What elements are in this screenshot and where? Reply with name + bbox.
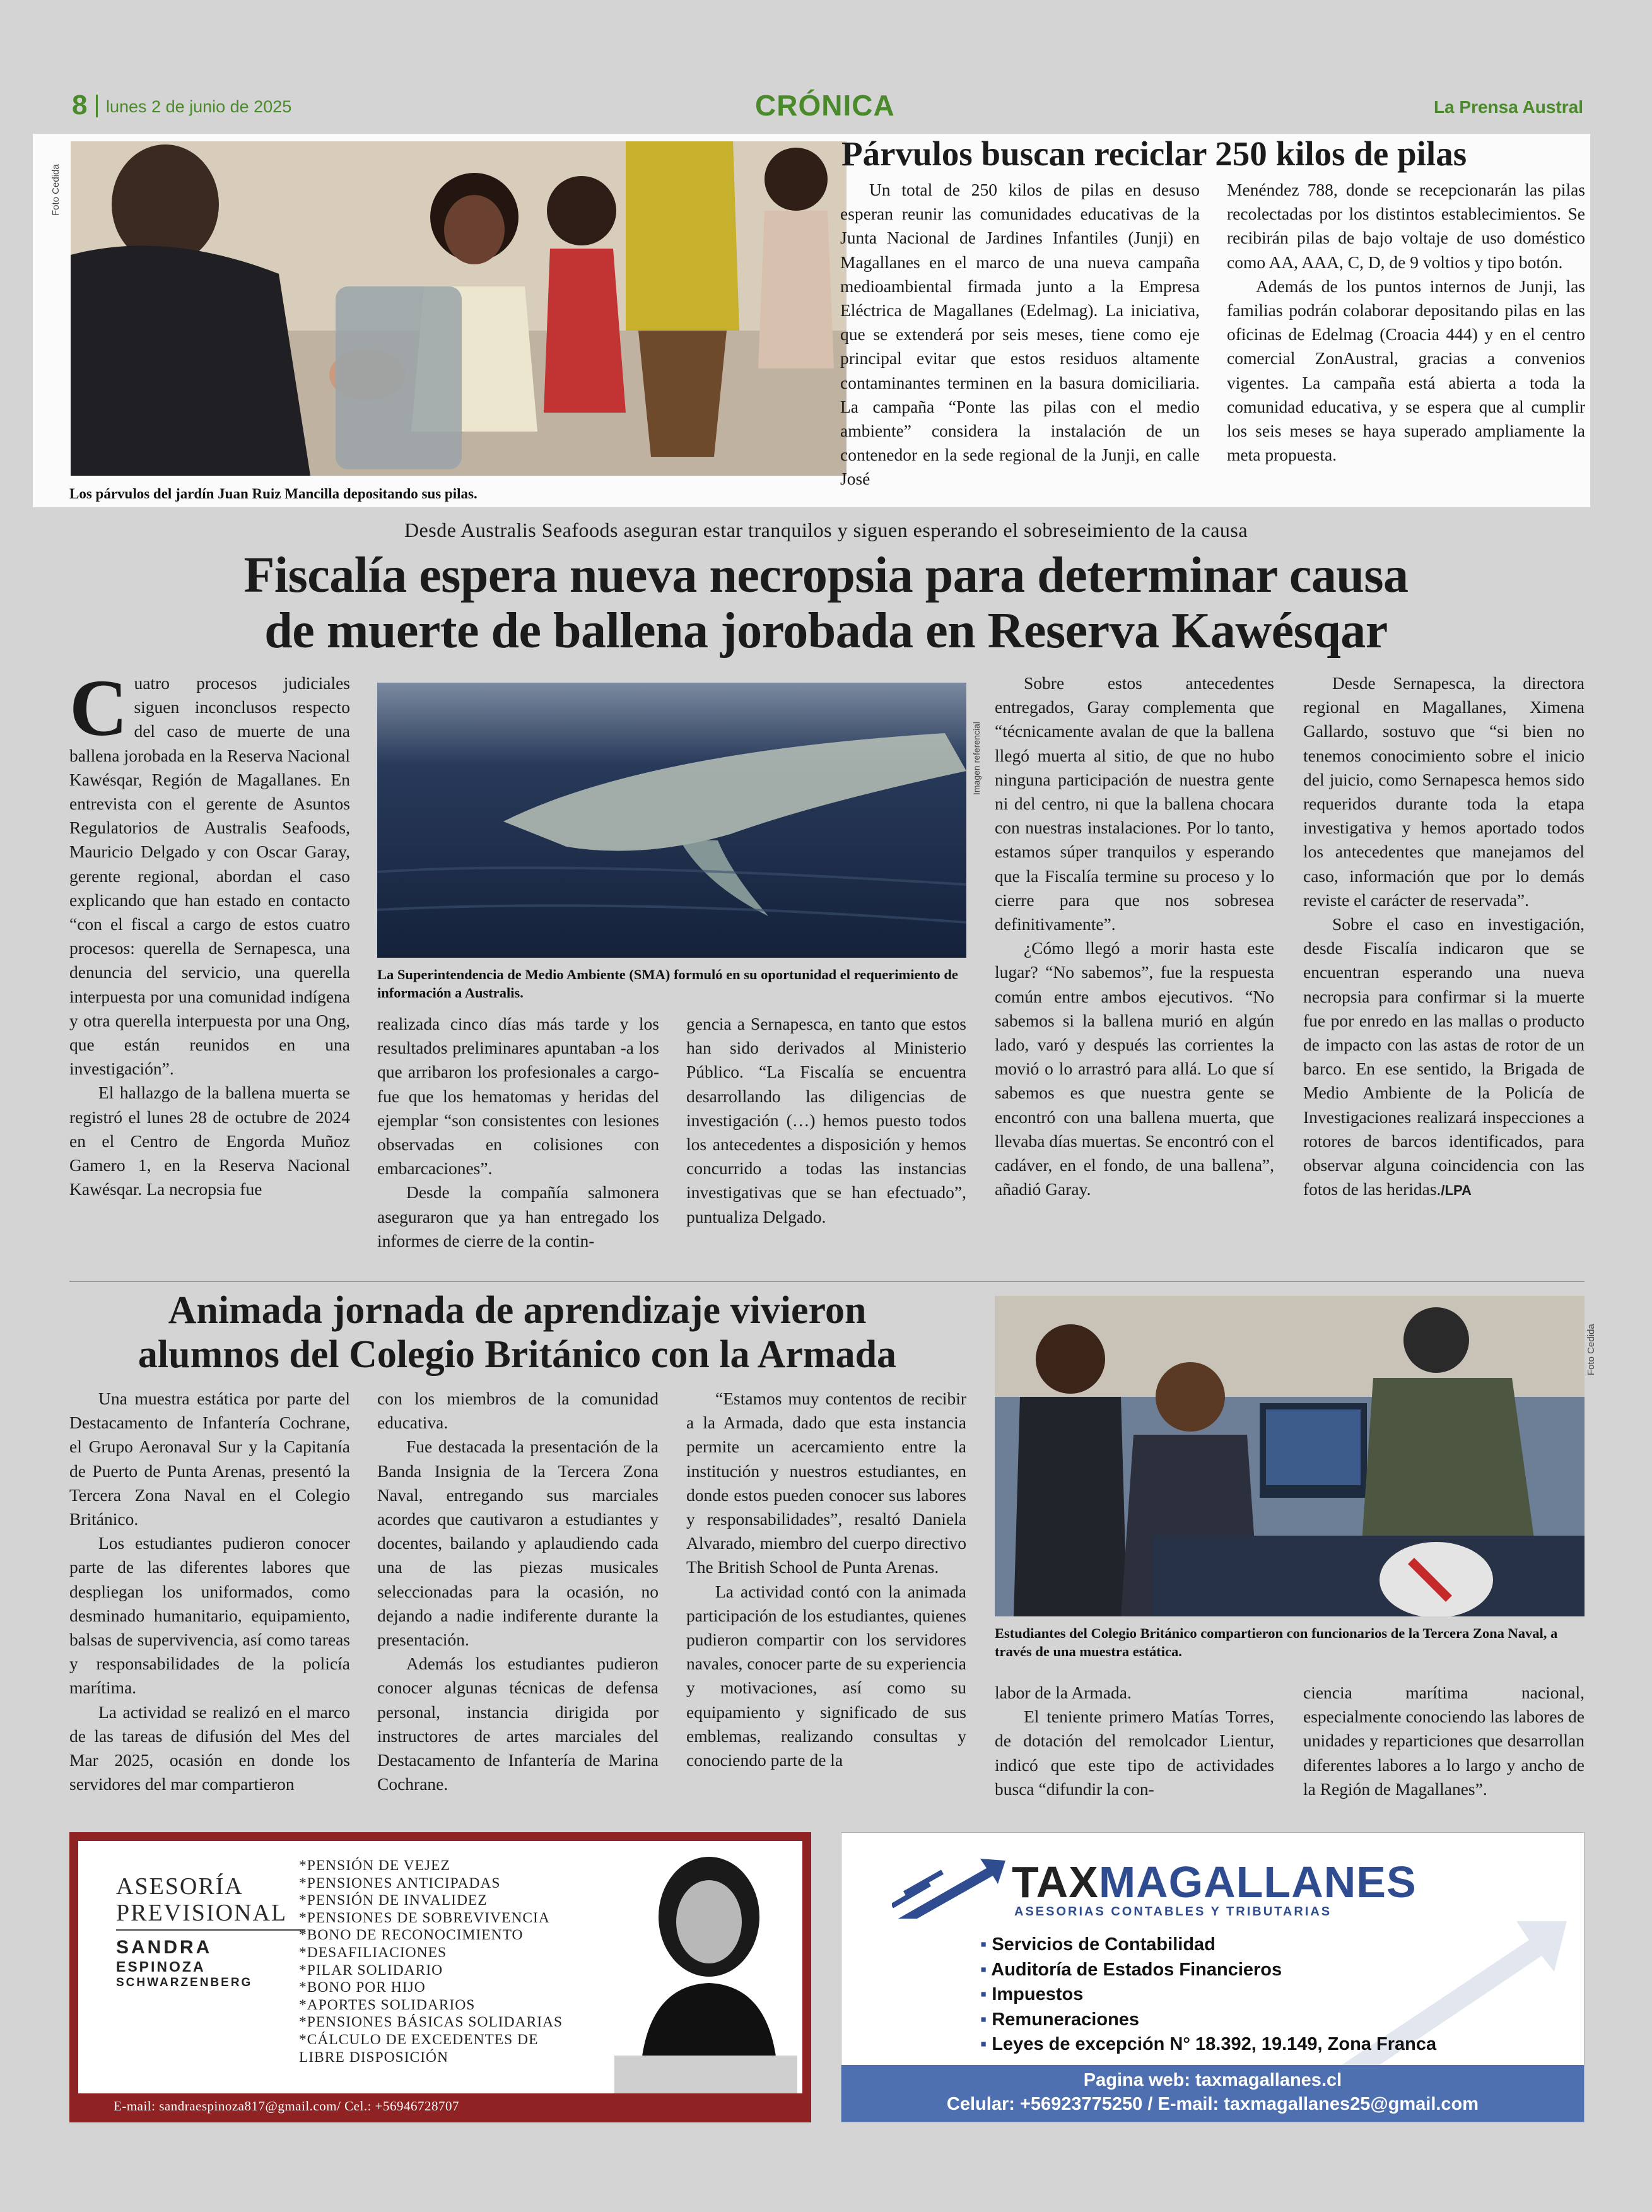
paragraph: Un total de 250 kilos de pilas en desuso esperan reunir las comunidades educativas de la Junta Nacional de Jardines Infantiles (Junji) en Magallanes en el marco de una nueva campaña medioambiental firmada junto a la Empresa Eléctrica de Magallanes (Edelmag). La iniciativa, que se extenderá por seis meses, tiene como eje principal evitar que estos residuos altamente contaminantes terminen en la basura domiciliaria. La campaña “Ponte las pilas con el medio ambiente” considera la instalación de un contenedor en la sede regional de la Junji, en calle José bbox=[840, 180, 1200, 489]
arrow-logo-icon bbox=[892, 1856, 1005, 1925]
paragraph: El hallazgo de la ballena muerta se registró el lunes 28 de octubre de 2024 en el Centro de Engorda Muñoz Gamero 1, en la Reserva Nacional Kawésqar. La necropsia fue bbox=[69, 1083, 350, 1199]
article-whale-title-1: Fiscalía espera nueva necropsia para determinar causa bbox=[243, 548, 1409, 603]
ad-service-item bbox=[980, 2008, 1548, 2033]
ad-footer bbox=[841, 2065, 1584, 2122]
paragraph: Además de los puntos internos de Junji, las familias podrán colaborar depositando pilas en las oficinas de Edelmag (Croacia 444) y en el centro comercial ZonAustral, gracias a convenios vigentes. La campaña está abierta a toda la comunidad educativa, y se espera que al cumplir los seis meses se haya superado ampliamente la meta propuesta. bbox=[1227, 276, 1585, 465]
paragraph: “Estamos muy contentos de recibir a la Armada, dado que esta instancia permite un acercamiento entre la institución y nuestros estudiantes, en donde estos pueden conocer sus labores y responsabilidades”, resaltó Daniela Alvarado, miembro del cuerpo directivo The British School de Punta Arenas. bbox=[686, 1389, 966, 1577]
ad-service-item bbox=[980, 1982, 1548, 2008]
photo-caption: Los párvulos del jardín Juan Ruiz Mancilla depositando sus pilas. bbox=[69, 486, 477, 502]
brand-tax: TAX bbox=[1012, 1857, 1099, 1907]
photo-caption: Estudiantes del Colegio Británico compartieron con funcionarios de la Tercera Zona Naval, a través de una muestra estática. bbox=[995, 1625, 1558, 1659]
ad-service-label: Impuestos bbox=[992, 1984, 1084, 2004]
ad-name-3: SCHWARZENBERG bbox=[116, 1976, 253, 1989]
ad-service-label: Servicios de Contabilidad bbox=[992, 1934, 1216, 1955]
section-divider bbox=[69, 1281, 1585, 1282]
photo-students-navy bbox=[995, 1296, 1585, 1616]
photo-whale bbox=[377, 683, 966, 958]
newspaper-name: La Prensa Austral bbox=[1433, 97, 1583, 117]
ad-service-item: *CÁLCULO DE EXCEDENTES DE LIBRE DISPOSICIÓN bbox=[299, 2031, 539, 2066]
navy-column-2 bbox=[377, 1387, 659, 1796]
photo-credit: Foto Cedida bbox=[50, 164, 61, 216]
ad-service-item: *PENSIÓN DE VEJEZ bbox=[299, 1857, 450, 1874]
ad-subtitle: ASESORIAS CONTABLES Y TRIBUTARIAS bbox=[1014, 1905, 1332, 1919]
photo-caption: La Superintendencia de Medio Ambiente (SMA) formuló en su oportunidad el requerimiento de información a Australis. bbox=[377, 967, 958, 1001]
brand-magallanes: MAGALLANES bbox=[1098, 1857, 1417, 1907]
ad-name-1: SANDRA bbox=[116, 1937, 213, 1958]
article-navy-title-2: alumnos del Colegio Británico con la Armada bbox=[138, 1333, 897, 1376]
ad-service-label: Remuneraciones bbox=[992, 2009, 1140, 2030]
bullet-icon: ▪ bbox=[980, 2034, 992, 2054]
page-divider bbox=[96, 95, 98, 117]
paragraph: ¿Cómo llegó a morir hasta este lugar? “No sabemos”, fue la respuesta común entre ambos ejecutivos. “No sabemos si la ballena murió en algún lado, varó y después las corrientes la movió o lo arrastró para allá. Lo que sí sabemos es que nuestra gente se encontró con una ballena muerta, que llevaba días muertas. Se encontró con el cadáver, en el fondo, de una ballena”, añadió Garay. bbox=[995, 938, 1274, 1199]
navy-column-4 bbox=[995, 1681, 1274, 1801]
whale-column-2 bbox=[377, 1012, 659, 1253]
paragraph: La actividad se realizó en el marco de las tareas de difusión del Mes del Mar 2025, ocasión en donde los servidores del mar compartieron bbox=[69, 1702, 350, 1794]
ad-name-2: ESPINOZA bbox=[116, 1958, 206, 1975]
ad-service-item bbox=[980, 1958, 1548, 1983]
bullet-icon: ▪ bbox=[980, 2009, 992, 2030]
ad-title-2: PREVISIONAL bbox=[116, 1900, 288, 1926]
ad-service-item: *PENSIÓN DE INVALIDEZ bbox=[299, 1892, 488, 1909]
article-title: Párvulos buscan reciclar 250 kilos de pilas bbox=[841, 134, 1467, 173]
paragraph bbox=[1303, 912, 1585, 1203]
section-name: CRÓNICA bbox=[755, 89, 895, 122]
ad-service-item: *PILAR SOLIDARIO bbox=[299, 1962, 443, 1979]
paragraph: con los miembros de la comunidad educativa. bbox=[377, 1389, 659, 1433]
photo-illustration bbox=[71, 141, 847, 476]
article-column-1 bbox=[840, 178, 1200, 491]
page-number: 8 bbox=[72, 90, 88, 121]
ad-service-item bbox=[980, 1933, 1548, 1958]
photo-children-batteries bbox=[71, 141, 847, 476]
ad-service-item: *APORTES SOLIDARIOS bbox=[299, 1996, 476, 2013]
whale-column-5 bbox=[1303, 671, 1585, 1203]
paragraph: ciencia marítima nacional, especialmente conociendo las labores de unidades y reparticiones que desarrollan diferentes labores a lo largo y ancho de la Región de Magallanes”. bbox=[1303, 1683, 1585, 1799]
paragraph: gencia a Sernapesca, en tanto que estos han sido derivados al Ministerio Público. “La Fiscalía se encuentra desarrollando las diligencias de investigación (…) hemos puesto todos los antecedentes a disposición y hemos concurrido a todas las instancias investigativas que se han efectuado”, puntualiza Delgado. bbox=[686, 1014, 966, 1227]
photo-credit: Imagen referencial bbox=[971, 722, 981, 795]
ad-brand bbox=[1012, 1859, 1417, 1905]
paragraph: labor de la Armada. bbox=[995, 1683, 1132, 1702]
navy-column-5 bbox=[1303, 1681, 1585, 1801]
article-navy-title-1: Animada jornada de aprendizaje vivieron bbox=[168, 1289, 867, 1332]
ad-services-list bbox=[980, 1933, 1548, 2057]
navy-column-1 bbox=[69, 1387, 350, 1796]
ad-web: Pagina web: taxmagallanes.cl bbox=[1083, 2070, 1342, 2090]
paragraph: Fue destacada la presentación de la Banda Insignia de la Tercera Zona Naval, entregando sus marciales acordes que cautivaron a estudiantes y docentes, bailando y aplaudiendo cada una de las piezas musicales seleccionadas para la ocasión, no dejando a nadie indiferente durante la presentación. bbox=[377, 1437, 659, 1650]
ad-contact: E-mail: sandraespinoza817@gmail.com/ Cel.: +56946728707 bbox=[114, 2098, 459, 2114]
page-date: lunes 2 de junio de 2025 bbox=[106, 97, 292, 116]
whale-column-3 bbox=[686, 1012, 966, 1229]
portrait-illustration bbox=[614, 1847, 797, 2093]
whale-column-4 bbox=[995, 671, 1274, 1201]
ad-portrait bbox=[614, 1847, 797, 2093]
photo-whale-illustration bbox=[377, 683, 966, 958]
page-header bbox=[71, 88, 1585, 126]
ad-pension-advisory bbox=[69, 1832, 811, 2122]
navy-column-3 bbox=[686, 1387, 966, 1772]
ad-contact: Celular: +56923775250 / E-mail: taxmagallanes25@gmail.com bbox=[946, 2094, 1479, 2114]
bullet-icon: ▪ bbox=[980, 1934, 992, 1955]
ad-service-item: *BONO POR HIJO bbox=[299, 1979, 426, 1996]
ad-title-1: ASESORÍA bbox=[116, 1873, 243, 1900]
ad-service-item: *BONO DE RECONOCIMIENTO bbox=[299, 1927, 524, 1944]
paragraph: Desde la compañía salmonera aseguraron que ya han entregado los informes de cierre de la contin- bbox=[377, 1182, 659, 1250]
paragraph: Una muestra estática por parte del Destacamento de Infantería Cochrane, el Grupo Aeronaval Sur y la Capitanía de Puerto de Punta Arenas, presentó la Tercera Zona Naval en el Colegio Británico. bbox=[69, 1389, 350, 1529]
ad-title-rule bbox=[116, 1929, 305, 1931]
whale-column-1 bbox=[69, 663, 350, 1201]
ad-service-item: *PENSIONES DE SOBREVIVENCIA bbox=[299, 1909, 550, 1926]
paragraph: Además los estudiantes pudieron conocer algunas técnicas de defensa personal, instancia dirigida por instructores de artes marciales del Destacamento de Infantería de Marina Cochrane. bbox=[377, 1654, 659, 1794]
photo-credit: Foto Cedida bbox=[1586, 1324, 1596, 1375]
ad-service-label: Leyes de excepción N° 18.392, 19.149, Zona Franca bbox=[992, 2034, 1437, 2054]
article-column-2 bbox=[1227, 178, 1585, 467]
ad-service-item: *DESAFILIACIONES bbox=[299, 1944, 447, 1961]
article-whale-kicker: Desde Australis Seafoods aseguran estar tranquilos y siguen esperando el sobreseimiento de la causa bbox=[404, 519, 1248, 541]
bullet-icon: ▪ bbox=[980, 1984, 992, 2004]
ad-service-item: *PENSIONES BÁSICAS SOLIDARIAS bbox=[299, 2014, 563, 2031]
paragraph-text: Sobre el caso en investigación, desde Fiscalía indicaron que se encuentran esperando una nueva necropsia para confirmar si la muerte fue por enredo en las mallas o producto de impacto con las astas de rotor de un barco. En ese sentido, la Brigada de Medio Ambiente de la Policía de Investigaciones realizará inspecciones a rotores de barcos identificados, para observar alguna coincidencia con las fotos de las heridas. bbox=[1303, 914, 1585, 1199]
paragraph: Menéndez 788, donde se recepcionarán las pilas recolectadas por los distintos establecimientos. Se recibirán pilas de bajo voltaje de uso doméstico como AA, AAA, C, D, de 9 voltios y tipo botón. bbox=[1227, 180, 1585, 272]
drop-cap: C bbox=[69, 663, 128, 753]
bullet-icon: ▪ bbox=[980, 1959, 992, 1980]
signature: /LPA bbox=[1441, 1182, 1472, 1199]
lead-text: uatro procesos judiciales siguen inconclusos respecto del caso de muerte de una ballena jorobada en la Reserva Nacional Kawésqar, Región de Magallanes. En entrevista con el gerente de Asuntos Regulatorios de Australis Seafoods, Mauricio Delgado y con Oscar Garay, gerente regional, abordan el caso explicando que han estado en contacto “con el fiscal a cargo de estos cuatro procesos: querella de Sernapesca, una denuncia del servicio, una querella interpuesta por una comunidad indígena y otra querella interpuesta por una Ong, que están reunidos en una investigación”. bbox=[69, 673, 350, 1079]
ad-inner bbox=[78, 1841, 802, 2093]
paragraph: Desde Sernapesca, la directora regional en Magallanes, Ximena Gallardo, sostuvo que “si bien no tenemos conocimiento sobre el inicio del juicio, como Sernapesca hemos sido requeridos durante toda la etapa investigativa y hemos aportado todos los antecedentes que manejamos del caso, información que por lo demás reviste el carácter de reservada”. bbox=[1303, 673, 1585, 910]
paragraph bbox=[69, 663, 350, 1081]
paragraph: Sobre estos antecedentes entregados, Garay complementa que “técnicamente avalan de que la ballena llegó muerta al sitio, de que no hubo ninguna participación de nuestra gente ni del centro, ni que la ballena chocara con nuestras instalaciones. Por lo tanto, estamos súper tranquilos y esperando que la Fiscalía termine su proceso y lo cierre para que nos sobresea definitivamente”. bbox=[995, 673, 1274, 934]
ad-service-item: *PENSIONES ANTICIPADAS bbox=[299, 1874, 501, 1891]
photo-students-illustration bbox=[995, 1296, 1585, 1616]
ad-service-item bbox=[980, 2032, 1548, 2057]
paragraph: realizada cinco días más tarde y los resultados preliminares apuntaban -a los que arribaron los profesionales a cargo- fue que los hematomas y heridas del ejemplar “son consistentes con lesiones observadas en colisiones con embarcaciones”. bbox=[377, 1014, 659, 1179]
article-batteries bbox=[33, 134, 1590, 507]
paragraph: El teniente primero Matías Torres, de dotación del remolcador Lientur, indicó que este tipo de actividades busca “difundir la con- bbox=[995, 1707, 1274, 1799]
ad-tax-magallanes bbox=[841, 1832, 1585, 2122]
article-whale-title-2: de muerte de ballena jorobada en Reserva Kawésqar bbox=[264, 603, 1388, 659]
ad-services-list bbox=[299, 1857, 570, 2066]
paragraph: Los estudiantes pudieron conocer parte de las diferentes labores que despliegan los uniformados, como desminado humanitario, equipamiento, balsas de supervivencia, así como tareas y responsabilidades de la policía marítima. bbox=[69, 1533, 350, 1698]
ad-service-label: Auditoría de Estados Financieros bbox=[991, 1959, 1282, 1980]
paragraph: La actividad contó con la animada participación de los estudiantes, quienes pudieron compartir con los servidores navales, conocer parte de su experiencia y motivaciones, así como su equipamiento y significado de sus emblemas, realizando consultas y conociendo parte de la bbox=[686, 1581, 966, 1770]
